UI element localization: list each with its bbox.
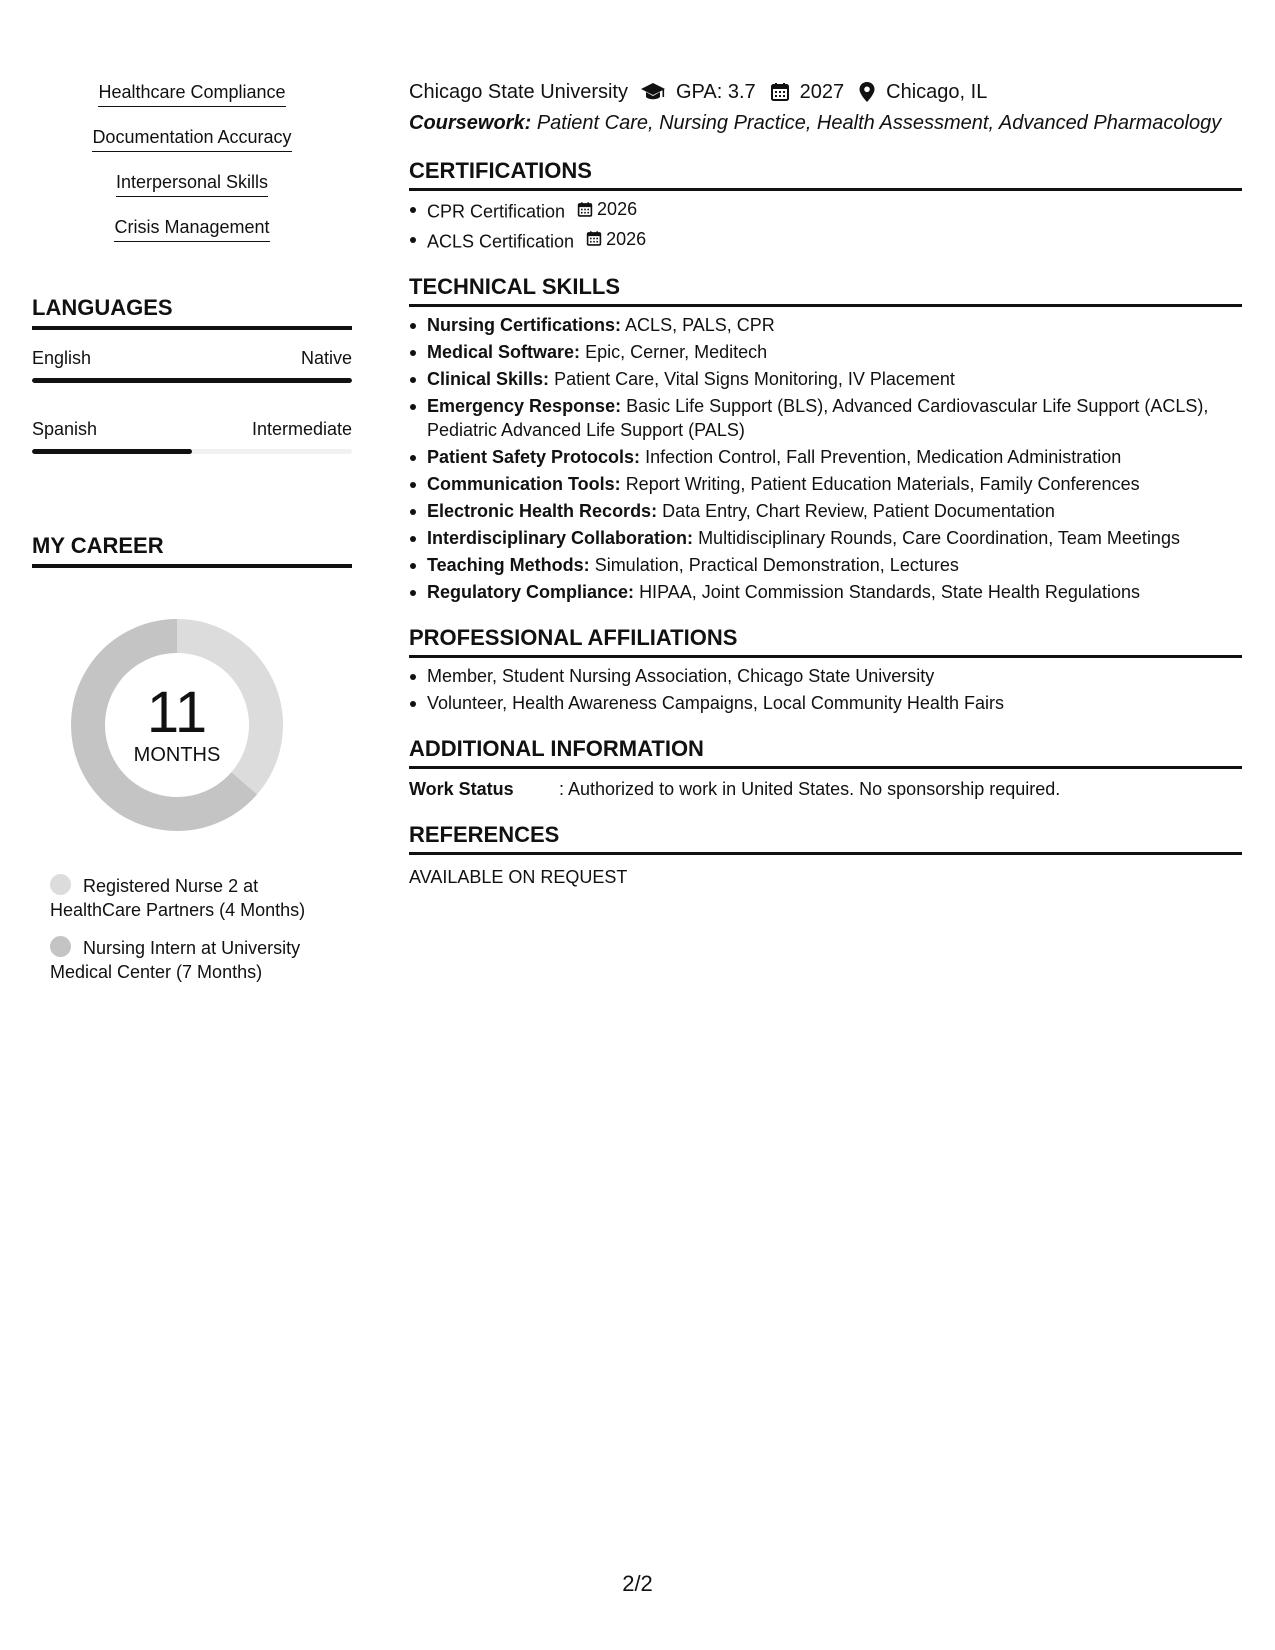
skill-value: HIPAA, Joint Commission Standards, State Health Regulations <box>639 582 1140 602</box>
language-proficiency-bar <box>32 378 352 383</box>
career-section <box>32 532 352 984</box>
additional-info-heading: ADDITIONAL INFORMATION <box>409 735 1242 769</box>
education-line <box>409 78 1242 106</box>
career-heading: MY CAREER <box>32 532 352 568</box>
language-name: English <box>32 348 92 368</box>
skill-tag: Healthcare Compliance <box>98 80 285 107</box>
certifications-list <box>409 197 1242 253</box>
skill-value: Basic Life Support (BLS), Advanced Cardiovascular Life Support (ACLS), Pediatric Advanced Life Support (PALS) <box>427 396 1209 440</box>
skill-tag: Interpersonal Skills <box>116 170 268 197</box>
skill-tag: Documentation Accuracy <box>92 125 291 152</box>
skill-value: Data Entry, Chart Review, Patient Documentation <box>662 501 1055 521</box>
language-proficiency-bar <box>32 449 352 454</box>
languages-heading: LANGUAGES <box>32 294 352 330</box>
technical-skill-item <box>409 445 1242 469</box>
legend-label: Registered Nurse 2 at HealthCare Partners (4 Months) <box>50 876 306 920</box>
language-level: Intermediate <box>251 419 352 439</box>
technical-skills-list <box>409 313 1242 604</box>
skill-value: Infection Control, Fall Prevention, Medication Administration <box>645 447 1122 467</box>
work-status-value: : Authorized to work in United States. No sponsorship required. <box>559 779 1061 799</box>
legend-dot-icon <box>50 936 71 957</box>
main-content <box>409 78 1242 889</box>
technical-skill-item <box>409 526 1242 550</box>
technical-skills-heading: TECHNICAL SKILLS <box>409 273 1242 307</box>
certifications-heading: CERTIFICATIONS <box>409 157 1242 191</box>
calendar-icon <box>586 230 602 247</box>
certifications-section <box>409 157 1242 253</box>
certification-item <box>409 197 1242 224</box>
skill-label: Patient Safety Protocols: <box>427 447 641 467</box>
certification-year: 2026 <box>606 228 647 249</box>
languages-section <box>32 294 352 454</box>
sidebar <box>32 80 352 998</box>
coursework <box>409 109 1242 137</box>
language-name: Spanish <box>32 419 98 439</box>
school-name: Chicago State University <box>409 81 628 103</box>
affiliation-item: Member, Student Nursing Association, Chicago State University <box>409 664 1242 688</box>
language-proficiency-fill <box>32 378 352 383</box>
technical-skills-section <box>409 273 1242 604</box>
calendar-icon <box>577 201 593 218</box>
language-item <box>32 417 352 454</box>
skill-value: Simulation, Practical Demonstration, Lectures <box>594 555 959 575</box>
skill-label: Electronic Health Records: <box>427 501 658 521</box>
career-legend-item <box>50 874 340 922</box>
language-level: Native <box>300 348 352 368</box>
skill-value: Report Writing, Patient Education Materials, Family Conferences <box>625 474 1140 494</box>
affiliation-item: Volunteer, Health Awareness Campaigns, Local Community Health Fairs <box>409 691 1242 715</box>
skill-tag: Crisis Management <box>114 215 269 242</box>
skill-value: Patient Care, Vital Signs Monitoring, IV Placement <box>554 369 955 389</box>
affiliations-heading: PROFESSIONAL AFFILIATIONS <box>409 624 1242 658</box>
graduation-year: 2027 <box>799 81 845 103</box>
technical-skill-item <box>409 340 1242 364</box>
skill-value: Multidisciplinary Rounds, Care Coordination, Team Meetings <box>698 528 1180 548</box>
calendar-icon <box>770 82 790 102</box>
references-text: AVAILABLE ON REQUEST <box>409 867 628 887</box>
technical-skill-item <box>409 553 1242 577</box>
skills-list <box>32 80 352 260</box>
skill-label: Nursing Certifications: <box>427 315 622 335</box>
career-legend-item <box>50 936 340 984</box>
references-heading: REFERENCES <box>409 821 1242 855</box>
language-proficiency-fill <box>32 449 192 454</box>
legend-label: Nursing Intern at University Medical Center (7 Months) <box>50 938 301 982</box>
skill-label: Interdisciplinary Collaboration: <box>427 528 694 548</box>
technical-skill-item <box>409 580 1242 604</box>
technical-skill-item <box>409 472 1242 496</box>
career-legend <box>50 874 340 984</box>
work-status-label: Work Status <box>409 779 514 799</box>
career-donut-chart <box>64 612 290 838</box>
technical-skill-item <box>409 499 1242 523</box>
skill-label: Communication Tools: <box>427 474 621 494</box>
page-number: 2/2 <box>622 1571 653 1596</box>
language-item <box>32 346 352 383</box>
career-total-unit: MONTHS <box>133 744 221 766</box>
technical-skill-item <box>409 367 1242 391</box>
graduation-cap-icon <box>640 82 666 102</box>
references-section <box>409 821 1242 889</box>
certification-item <box>409 227 1242 254</box>
affiliations-section <box>409 624 1242 715</box>
certification-name: ACLS Certification <box>427 231 575 251</box>
skill-label: Emergency Response: <box>427 396 622 416</box>
additional-info-section <box>409 735 1242 801</box>
skill-label: Clinical Skills: <box>427 369 550 389</box>
skill-label: Medical Software: <box>427 342 581 362</box>
technical-skill-item <box>409 313 1242 337</box>
skill-value: Epic, Cerner, Meditech <box>585 342 768 362</box>
skill-label: Regulatory Compliance: <box>427 582 635 602</box>
legend-dot-icon <box>50 874 71 895</box>
work-status <box>409 777 1242 801</box>
map-pin-icon <box>858 81 876 103</box>
skill-value: ACLS, PALS, CPR <box>625 315 775 335</box>
coursework-list: Patient Care, Nursing Practice, Health Assessment, Advanced Pharmacology <box>536 112 1222 134</box>
certification-year: 2026 <box>597 199 638 219</box>
coursework-label: Coursework: <box>409 112 532 134</box>
affiliations-list <box>409 664 1242 715</box>
gpa: GPA: 3.7 <box>675 81 756 103</box>
technical-skill-item <box>409 394 1242 442</box>
school-location: Chicago, IL <box>886 81 988 103</box>
certification-name: CPR Certification <box>427 201 566 222</box>
skill-label: Teaching Methods: <box>427 555 590 575</box>
career-total-number: 11 <box>146 680 208 745</box>
donut-center <box>64 612 290 838</box>
